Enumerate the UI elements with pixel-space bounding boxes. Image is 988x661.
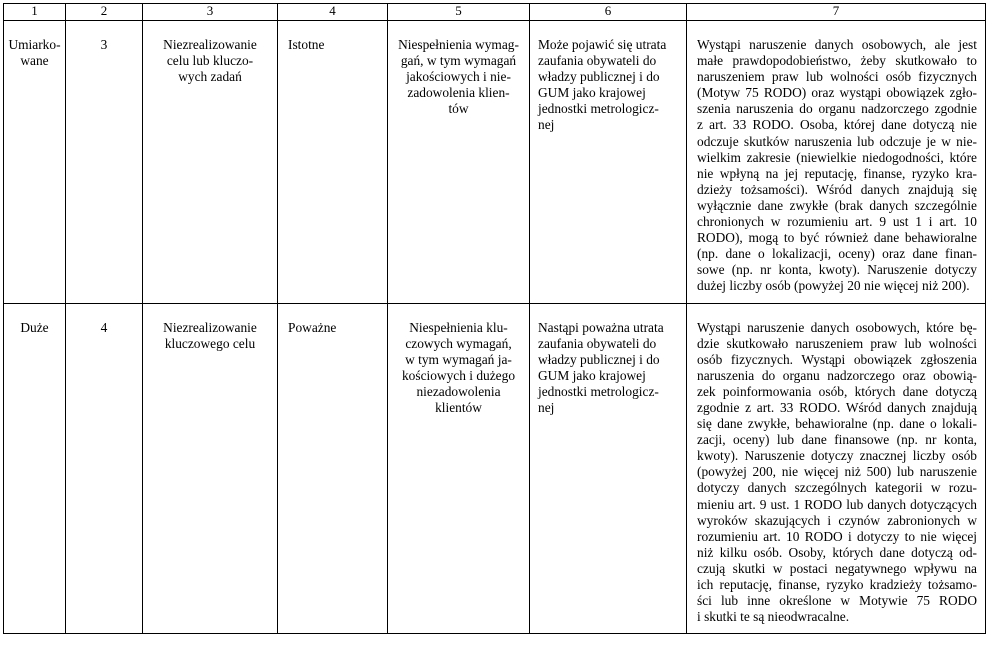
column-header: 4	[278, 4, 388, 21]
column-header: 3	[143, 4, 278, 21]
cell-text-line: mieniu art. 9 ust. 1 RODO lub danych dotyczących	[697, 496, 977, 512]
risk-table	[3, 3, 986, 634]
cell-text-line: zgodnie z art. 33 RODO. Wśród danych znajdują	[697, 399, 977, 415]
severity-number-cell	[66, 21, 143, 304]
requirements-cell	[388, 303, 530, 634]
cell-text-line: dzieży tożsamości). Wśród danych znajdują się	[697, 181, 977, 197]
cell-text-line: jednostki metrologicz-	[538, 383, 659, 399]
cell-text-line: niż kilku osób. Osoby, których dane dotyczą od-	[697, 544, 977, 560]
cell-text-line: nej	[538, 399, 555, 415]
column-header: 7	[687, 4, 986, 21]
cell-text-line: (powyżej 200, nie więcej niż 500) lub naruszenie	[697, 464, 977, 480]
cell-text-line: (Motyw 75 RODO) oraz wystąpi obowiązek zgło-	[697, 85, 977, 101]
cell-text-line: zaufania obywateli do	[538, 53, 657, 69]
cell-text-line: klientów	[435, 399, 482, 415]
cell-text-line: dużej liczby osób (powyżej 20 nie więcej niż 200).	[697, 278, 970, 294]
cell-text-line: gań, w tym wymagań	[400, 53, 517, 69]
cell-text-line: GUM jako krajowej	[538, 85, 646, 101]
severity-level-cell	[4, 21, 66, 304]
cell-text-line: dzie skutkowało naruszeniem praw lub wolności	[697, 335, 977, 351]
cell-text-line: się dane zwykłe, behawioralne (np. dane o lokali-	[697, 416, 977, 432]
cell-text-line: kwoty). Naruszenie dotyczy znacznej liczby osób	[697, 448, 977, 464]
cell-text-line: nie wpłyną na jej reputację, finanse, ryzyko kra-	[697, 165, 977, 181]
header-row	[4, 4, 986, 21]
cell-text-line: niezadowolenia	[416, 383, 501, 399]
cell-text-line: Niespełnienia wymag-	[398, 37, 519, 52]
cell-text-line: wyroków skazujących i czynów zabronionych w	[697, 512, 977, 528]
cell-text-line: zek poinformowania osób, których dane dotyczą	[697, 383, 977, 399]
cell-text-line: wielkim zakresie (niewielkie niedogodności, które	[697, 149, 977, 165]
cell-text-line: Istotne	[288, 37, 325, 52]
cell-text-line: Nastąpi poważna utrata	[538, 319, 664, 335]
trust-impact-cell	[530, 21, 687, 304]
cell-text-line: 3	[100, 37, 108, 52]
cell-text-line: i skutki te są nieodwracalne.	[697, 609, 850, 625]
severity-level-cell	[4, 303, 66, 634]
cell-text-line: RODO), mogą to być również dane behawioralne	[697, 230, 977, 246]
cell-text-line: sowe (np. nr konta, kwoty). Naruszenie dotyczy	[697, 262, 977, 278]
cell-text-line: naruszeniem praw lub wolności osób fizycznych	[697, 69, 977, 85]
cell-text-line: wych zadań	[178, 69, 242, 85]
data-protection-cell	[687, 21, 986, 304]
cell-text-line: dotyczy danych szczególnych kategorii w rozu-	[697, 480, 977, 496]
goal-impact-cell	[143, 303, 278, 634]
data-protection-cell	[687, 303, 986, 634]
cell-text-line: ści lub inne określone w Motywie 75 RODO	[697, 593, 977, 609]
cell-text-line: celu lub kluczo-	[166, 53, 254, 69]
cell-text-line: władzy publicznej i do	[538, 69, 660, 85]
cell-text-line: tów	[448, 101, 469, 117]
consequence-cell	[278, 21, 388, 304]
cell-text-line: kościowych i dużego	[401, 367, 516, 383]
column-header: 1	[4, 4, 66, 21]
table-row	[4, 21, 986, 304]
cell-text-line: (np. dane o lokalizacji, oceny) oraz dane finan-	[697, 246, 977, 262]
cell-text-line: rozumieniu art. 10 RODO i dotyczy to nie więcej	[697, 528, 977, 544]
cell-text-line: Duże	[20, 319, 49, 335]
cell-text-line: Wystąpi naruszenie danych osobowych, ale jest	[697, 37, 977, 52]
cell-text-line: Niezrealizowanie	[163, 319, 257, 335]
column-header: 6	[530, 4, 687, 21]
requirements-cell	[388, 21, 530, 304]
cell-text-line: szenia naruszenia do organu nadzorczego zgodnie	[697, 101, 977, 117]
cell-text-line: jednostki metrologicz-	[538, 101, 659, 117]
cell-text-line: chronionych w rozumieniu art. 9 ust 1 i art. 10	[697, 214, 977, 230]
cell-text-line: Może pojawić się utrata	[538, 37, 667, 52]
cell-text-line: nej	[538, 117, 555, 133]
cell-text-line: Wystąpi naruszenie danych osobowych, które bę-	[697, 319, 977, 335]
cell-text-line: czują skutki w postaci negatywnego wpływu na	[697, 560, 977, 576]
cell-text-line: zadowolenia klien-	[407, 85, 510, 101]
table-row	[4, 303, 986, 634]
cell-text-line: zaufania obywateli do	[538, 335, 657, 351]
cell-text-line: zacji, oceny) lub dane finansowe (np. nr konta,	[697, 432, 977, 448]
cell-text-line: czowych wymagań,	[405, 335, 512, 351]
cell-text-line: kluczowego celu	[164, 335, 256, 351]
cell-text-line: jakościowych i nie-	[406, 69, 511, 85]
cell-text-line: wane	[20, 53, 49, 69]
column-header: 5	[388, 4, 530, 21]
cell-text-line: z art. 33 RODO. Osoba, której dane dotyczą nie	[697, 117, 977, 133]
cell-text-line: GUM jako krajowej	[538, 367, 646, 383]
cell-text-line: ich reputację, finanse, ryzyko kradzieży tożsamo-	[697, 577, 977, 592]
cell-text-line: Niespełnienia klu-	[409, 319, 508, 335]
column-header: 2	[66, 4, 143, 21]
consequence-cell	[278, 303, 388, 634]
cell-text-line: wyłącznie dane zwykłe (brak danych szczególnie	[697, 197, 977, 213]
cell-text-line: w tym wymagań ja-	[405, 351, 512, 367]
severity-number-cell	[66, 303, 143, 634]
cell-text-line: Niezrealizowanie	[163, 37, 257, 52]
table-body	[4, 21, 986, 634]
cell-text-line: odczuje skutków naruszenia lub odczuje je w nie-	[697, 133, 977, 149]
cell-text-line: Umiarko-	[8, 37, 61, 52]
cell-text-line: małe prawdopodobieństwo, żeby skutkowało to	[697, 53, 977, 69]
trust-impact-cell	[530, 303, 687, 634]
cell-text-line: władzy publicznej i do	[538, 351, 660, 367]
cell-text-line: osób fizycznych. Wystąpi obowiązek zgłoszenia	[697, 351, 977, 367]
goal-impact-cell	[143, 21, 278, 304]
cell-text-line: Poważne	[288, 319, 337, 335]
cell-text-line: 4	[100, 319, 108, 335]
cell-text-line: naruszenia do organu nadzorczego oraz obowią-	[697, 367, 977, 383]
